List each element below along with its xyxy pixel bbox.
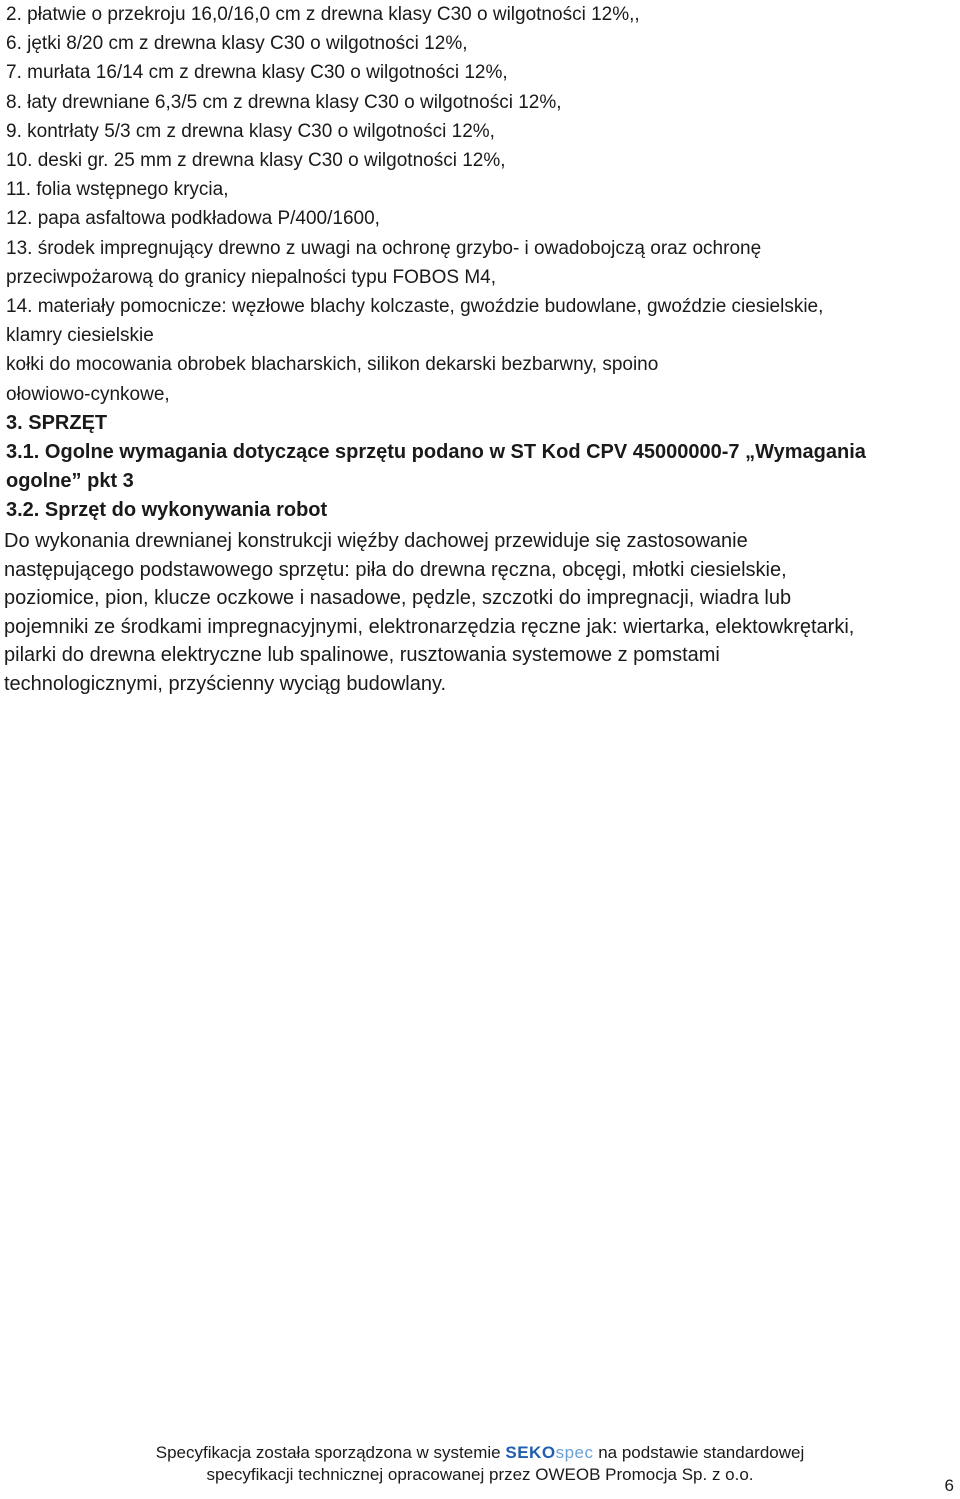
list-item: 13. środek impregnujący drewno z uwagi na ochronę grzybo- i owadobojczą oraz ochronę [6, 237, 762, 259]
section-title: 3. SPRZĘT [6, 412, 108, 434]
paragraph-line: Do wykonania drewnianej konstrukcji więźby dachowej przewiduje się zastosowanie [4, 530, 748, 552]
list-item: 7. murłata 16/14 cm z drewna klasy C30 o wilgotności 12%, [6, 62, 508, 84]
subsection-general-requirements: 3.1. Ogolne wymagania dotyczące sprzętu podano w ST Kod CPV 45000000-7 „Wymagania [6, 441, 866, 463]
list-item-continuation: ołowiowo-cynkowe, [6, 383, 170, 405]
list-item: 6. jętki 8/20 cm z drewna klasy C30 o wilgotności 12%, [6, 33, 468, 55]
footer-line-2: specyfikacji technicznej opracowanej przez OWEOB Promocja Sp. z o.o. [206, 1465, 754, 1484]
paragraph-line: technologicznymi, przyścienny wyciąg budowlany. [4, 672, 447, 695]
footer-prefix: Specyfikacja została sporządzona w systemie [155, 1443, 501, 1462]
footer-line-1 [0, 1442, 960, 1464]
page-footer [0, 1442, 960, 1486]
sekospec-logo: SEKOspec [505, 1443, 594, 1462]
list-item: 14. materiały pomocnicze: węzłowe blachy kolczaste, gwoździe budowlane, gwoździe ciesielskie, [6, 296, 824, 318]
subsection-general-requirements-cont: ogolne” pkt 3 [6, 470, 134, 492]
paragraph-line: następującego podstawowego sprzętu: piła do drewna ręczna, obcęgi, młotki ciesielskie, [4, 558, 787, 581]
list-item: 9. kontrłaty 5/3 cm z drewna klasy C30 o wilgotności 12%, [6, 120, 495, 142]
list-item-continuation: kołki do mocowania obrobek blacharskich, silikon dekarski bezbarwny, spoino [6, 354, 659, 376]
list-item: 8. łaty drewniane 6,3/5 cm z drewna klasy C30 o wilgotności 12%, [6, 91, 562, 113]
list-item: 2. płatwie o przekroju 16,0/16,0 cm z drewna klasy C30 o wilgotności 12%,, [6, 4, 640, 25]
materials-list [6, 0, 956, 409]
paragraph-line: pilarki do drewna elektryczne lub spalinowe, rusztowania systemowe z pomstami [4, 644, 720, 667]
equipment-description [4, 527, 956, 699]
page-number: 6 [944, 1476, 954, 1495]
subsection-equipment-title: 3.2. Sprzęt do wykonywania robot [6, 499, 328, 521]
list-item: 10. deski gr. 25 mm z drewna klasy C30 o wilgotności 12%, [6, 150, 506, 172]
paragraph-line: pojemniki ze środkami impregnacyjnymi, elektronarzędzia ręczne jak: wiertarka, elektowkrętarki, [4, 615, 855, 638]
paragraph-line: poziomice, pion, klucze oczkowe i nasadowe, pędzle, szczotki do impregnacji, wiadra lub [4, 587, 792, 610]
list-item: 12. papa asfaltowa podkładowa P/400/1600, [6, 208, 380, 230]
list-item-continuation: przeciwpożarową do granicy niepalności typu FOBOS M4, [6, 266, 497, 288]
list-item: 11. folia wstępnego krycia, [6, 179, 229, 201]
section-equipment [6, 409, 956, 525]
footer-suffix: na podstawie standardowej [598, 1443, 805, 1462]
list-item-continuation: klamry ciesielskie [6, 325, 154, 347]
